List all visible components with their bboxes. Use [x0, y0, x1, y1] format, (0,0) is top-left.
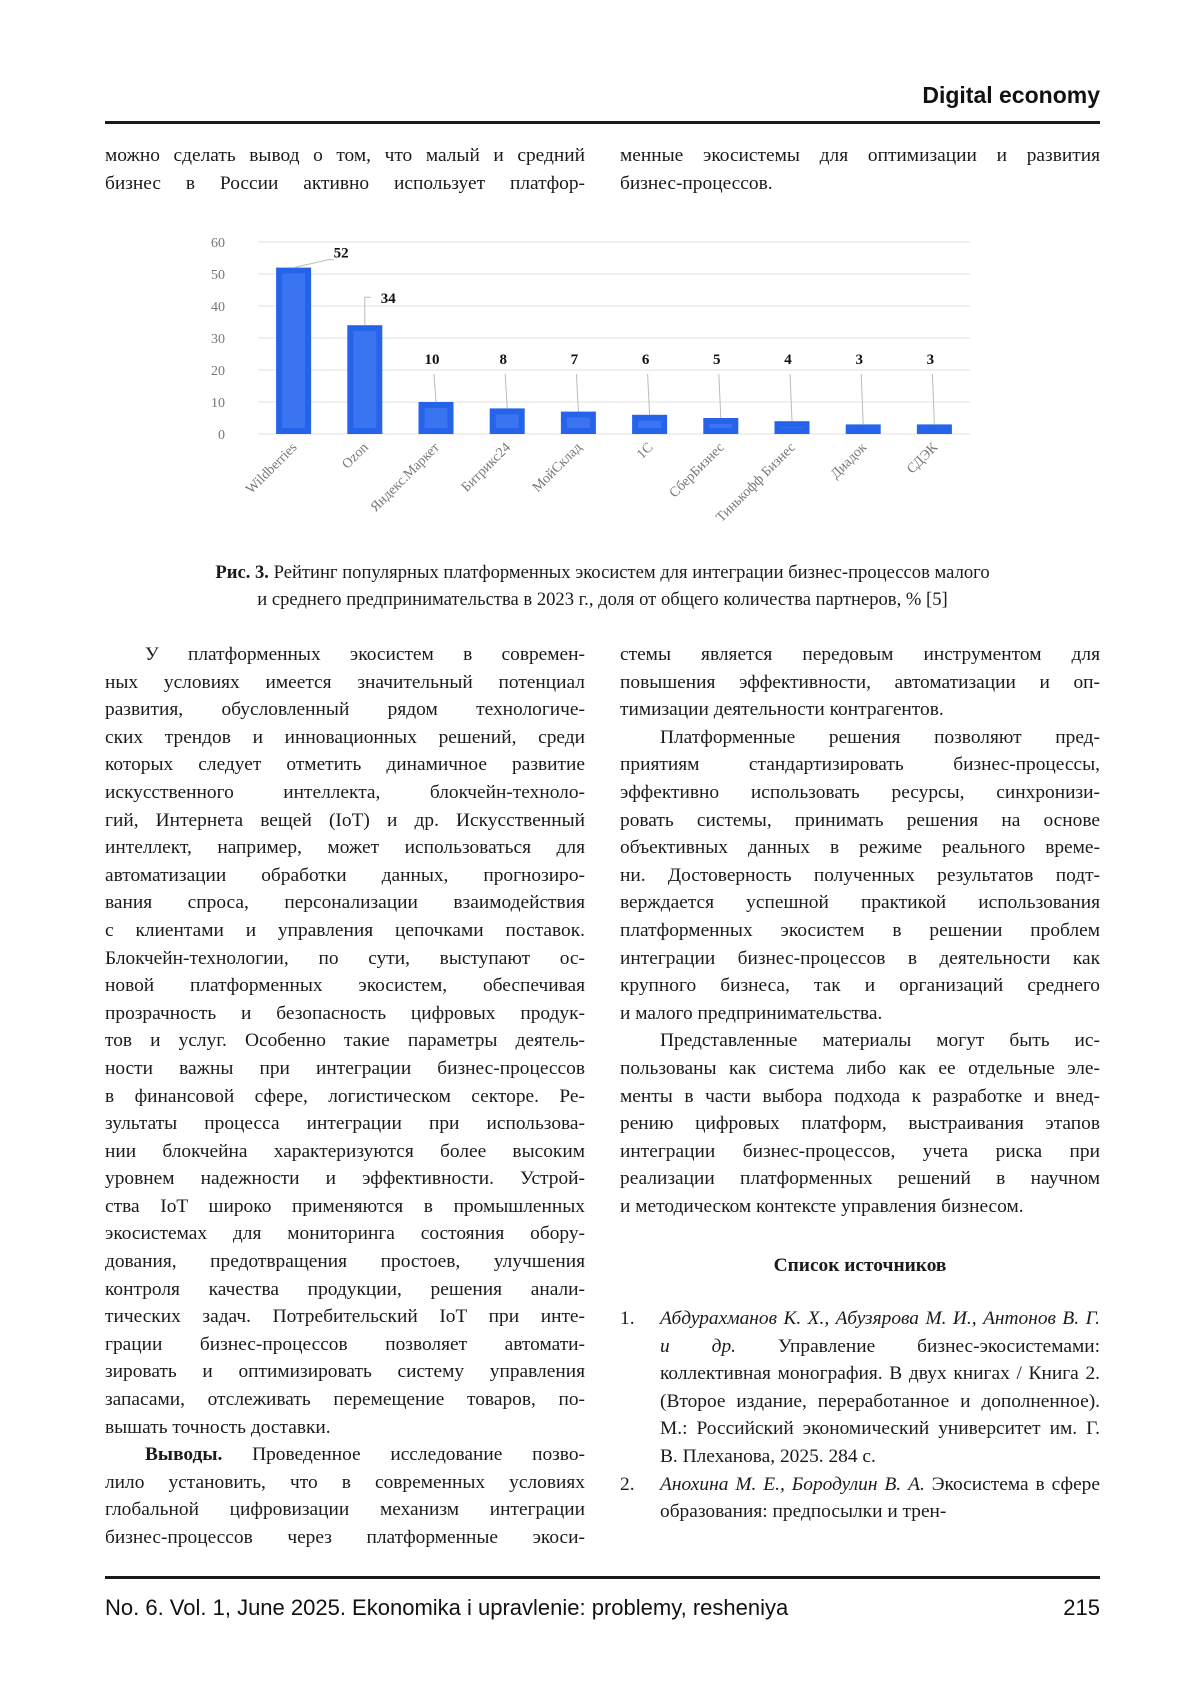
caption-text-line2: и среднего предпринимательства в 2023 г., доля от общего количества партнеров, % [5] [257, 589, 948, 610]
text-line: Блокчейн-технологии, по сути, выступают ос- [105, 947, 585, 969]
body-left-column [105, 641, 585, 1552]
text-line: пользованы как система либо как ее отдельные эле- [620, 1057, 1100, 1079]
text-line: в финансовой сфере, логистическом секторе. Ре- [105, 1085, 585, 1107]
text-line [105, 1441, 585, 1469]
bar [846, 424, 881, 434]
journal-info: No. 6. Vol. 1, June 2025. Ekonomika i upravlenie: problemy, resheniya [105, 1595, 789, 1620]
text-line: эффективно использовать ресурсы, синхронизи- [620, 781, 1100, 803]
data-label: 7 [570, 352, 579, 368]
figure-caption [105, 559, 1100, 613]
text-line: интеграции бизнес-процессов, учета риска при [620, 1140, 1100, 1162]
reference-text: Управление бизнес-экосистемами: коллективная монография. В двух книгах / Книга 2. (Второе издание, переработанное и дополненное). М.: Российский экономический университет им. Г. В. Плеханова, 2025. 284 с. [660, 1335, 1100, 1467]
text-line: тических задач. Потребительский IoT при инте- [105, 1306, 585, 1328]
text-line: глобальной цифровизации механизм интеграции [105, 1499, 585, 1521]
x-category-label: Тинькофф Бизнес [713, 440, 799, 526]
text-line: повышения эффективности, автоматизации и оп- [620, 671, 1100, 693]
x-category-label: Битрикс24 [458, 440, 515, 496]
text-line: бизнес-процессов. [620, 172, 773, 194]
text-line: ности важны при интеграции бизнес-процессов [105, 1057, 585, 1079]
text-line: Платформенные решения позволяют пред- [660, 726, 1100, 748]
text-line: бизнес в России активно использует платфор- [105, 172, 585, 194]
reference-item [620, 1305, 1100, 1471]
text-line: прозрачность и безопасность цифровых продук- [105, 1002, 585, 1024]
text-line: грации бизнес-процессов позволяет автомати- [105, 1333, 585, 1355]
data-label: 6 [641, 352, 650, 368]
conclusion-text: Проведенное исследование позво- [222, 1444, 585, 1466]
conclusion-label: Выводы. [145, 1444, 223, 1466]
bar [917, 424, 952, 434]
text-line: менты в части выбора подхода к разработке и внед- [620, 1085, 1100, 1107]
text-line: объективных данных в режиме реального време- [620, 837, 1100, 859]
reference-body [660, 1471, 1100, 1526]
text-line: рению цифровых платформ, выстраивания этапов [620, 1113, 1100, 1135]
text-line: которых следует отметить динамичное развитие [105, 754, 585, 776]
text-line: искусственного интеллекта, блокчейн-техноло- [105, 781, 585, 803]
text-line: ских трендов и инновационных решений, среди [105, 726, 585, 748]
bar-highlight [353, 331, 376, 428]
text-line: У платформенных экосистем в современ- [145, 644, 585, 665]
text-line: крупного бизнеса, так и организаций среднего [620, 975, 1100, 997]
text-line: зультаты процесса интеграции при использова- [105, 1113, 585, 1135]
y-tick-label: 50 [211, 268, 225, 283]
text-line: автоматизации обработки данных, прогнозиро- [105, 864, 585, 886]
text-line: с клиентами и управления цепочками поставок. [105, 919, 585, 941]
text-line: тимизации деятельности контрагентов. [620, 699, 944, 721]
y-tick-label: 30 [211, 332, 225, 347]
text-line: и малого предпринимательства. [620, 1002, 883, 1024]
y-tick-label: 10 [211, 396, 225, 411]
bar-chart [205, 228, 1005, 558]
text-line: контроля качества продукции, решения анали- [105, 1278, 585, 1300]
y-tick-label: 20 [211, 364, 225, 379]
text-line: новой платформенных экосистем, обеспечивая [105, 975, 585, 997]
y-tick-label: 40 [211, 300, 225, 315]
references-title: Список источников [773, 1255, 947, 1276]
bar-highlight [282, 274, 305, 428]
reference-number: 2. [620, 1473, 635, 1495]
text-line: запасами, отслеживать перемещение товаров, по- [105, 1389, 585, 1411]
text-line: вышать точность доставки. [105, 1416, 331, 1438]
text-line: можно сделать вывод о том, что малый и средний [105, 145, 585, 166]
top-text-left [105, 142, 585, 197]
text-line: нии блокчейна характеризуются более высоким [105, 1140, 585, 1162]
data-label: 3 [926, 352, 935, 368]
data-label: 4 [784, 352, 792, 368]
x-category-label: СДЭК [904, 440, 942, 478]
text-line: развития, обусловленный рядом технологиче- [105, 699, 585, 721]
text-line: вания спроса, персонализации взаимодействия [105, 892, 585, 914]
x-category-label: Ozon [339, 440, 372, 473]
data-label: 34 [380, 291, 396, 308]
reference-body [660, 1305, 1100, 1471]
x-category-label: 1С [634, 440, 657, 463]
x-category-label: Wildberries [243, 440, 301, 498]
text-line: ни. Достоверность полученных результатов подт- [620, 864, 1100, 886]
text-line: экосистемах для мониторинга состояния обору- [105, 1223, 585, 1245]
x-category-label: Яндекс.Маркет [368, 440, 443, 516]
data-label: 8 [499, 352, 507, 368]
x-category-label: СберБизнес [666, 440, 728, 502]
chart-canvas [205, 228, 1005, 558]
text-line: интеллект, например, может использоваться для [105, 837, 585, 859]
text-line: верждается успешной практикой использования [620, 892, 1100, 914]
reference-text: Экосистема в сфере образования: предпосылки и трен- [660, 1473, 1100, 1523]
text-line: уровнем надежности и эффективности. Устрой- [105, 1168, 585, 1190]
data-label: 52 [333, 245, 349, 262]
reference-number: 1. [620, 1308, 635, 1329]
bar-highlight [496, 414, 519, 428]
page-number: 215 [1063, 1595, 1100, 1620]
reference-authors: Анохина М. Е., Бородулин В. А. [660, 1473, 925, 1495]
running-head: Digital economy [922, 82, 1100, 108]
text-line: зировать и оптимизировать систему управления [105, 1361, 585, 1383]
text-line: Представленные материалы могут быть ис- [660, 1030, 1100, 1052]
text-line: платформенных экосистем в решении проблем [620, 919, 1100, 941]
text-line: ства IoT широко применяются в промышленных [105, 1195, 585, 1217]
text-line: интеграции бизнес-процессов в деятельности как [620, 947, 1100, 969]
text-line: тов и услуг. Особенно такие параметры деятель- [105, 1030, 585, 1052]
footer [105, 1595, 1100, 1621]
data-label: 5 [713, 352, 721, 368]
top-text-right [620, 142, 1100, 197]
y-tick-label: 60 [211, 236, 225, 251]
text-line: и методическом контексте управления бизнесом. [620, 1195, 1024, 1217]
text-line: лило установить, что в современных условиях [105, 1471, 585, 1493]
reference-authors: Абдурахманов К. Х., Абузярова М. И., Антонов В. Г. и др. [660, 1308, 1100, 1357]
x-category-label: МойСклад [530, 440, 586, 496]
footer-rule [105, 1576, 1100, 1579]
text-line: бизнес-процессов через платформенные экоси- [105, 1527, 585, 1548]
bar-highlight [425, 408, 448, 428]
body-right-column [620, 641, 1100, 1220]
bar-highlight [781, 427, 804, 428]
text-line: реализации платформенных решений в научном [620, 1168, 1100, 1190]
bar-highlight [638, 421, 661, 428]
data-label: 3 [855, 352, 863, 368]
bar-highlight [709, 424, 732, 428]
references-list [620, 1305, 1100, 1526]
text-line: менные экосистемы для оптимизации и развития [620, 145, 1100, 166]
header-rule [105, 121, 1100, 124]
text-line: приятиям стандартизировать бизнес-процессы, [620, 754, 1100, 776]
text-line: гий, Интернета вещей (IoT) и др. Искусственный [105, 809, 585, 831]
text-line: ных условиях имеется значительный потенциал [105, 671, 585, 693]
caption-text: Рейтинг популярных платформенных экосистем для интеграции бизнес-процессов малого [268, 562, 990, 583]
text-line: стемы является передовым инструментом для [620, 644, 1100, 665]
text-line: дования, предотвращения простоев, улучшения [105, 1251, 585, 1273]
data-label: 10 [424, 352, 440, 368]
x-category-label: Диадок [828, 440, 871, 483]
reference-item [620, 1471, 1100, 1526]
bar-highlight [567, 418, 590, 428]
caption-label: Рис. 3. [215, 562, 269, 583]
text-line: ровать системы, принимать решения на основе [620, 809, 1100, 831]
y-tick-label: 0 [218, 428, 225, 443]
